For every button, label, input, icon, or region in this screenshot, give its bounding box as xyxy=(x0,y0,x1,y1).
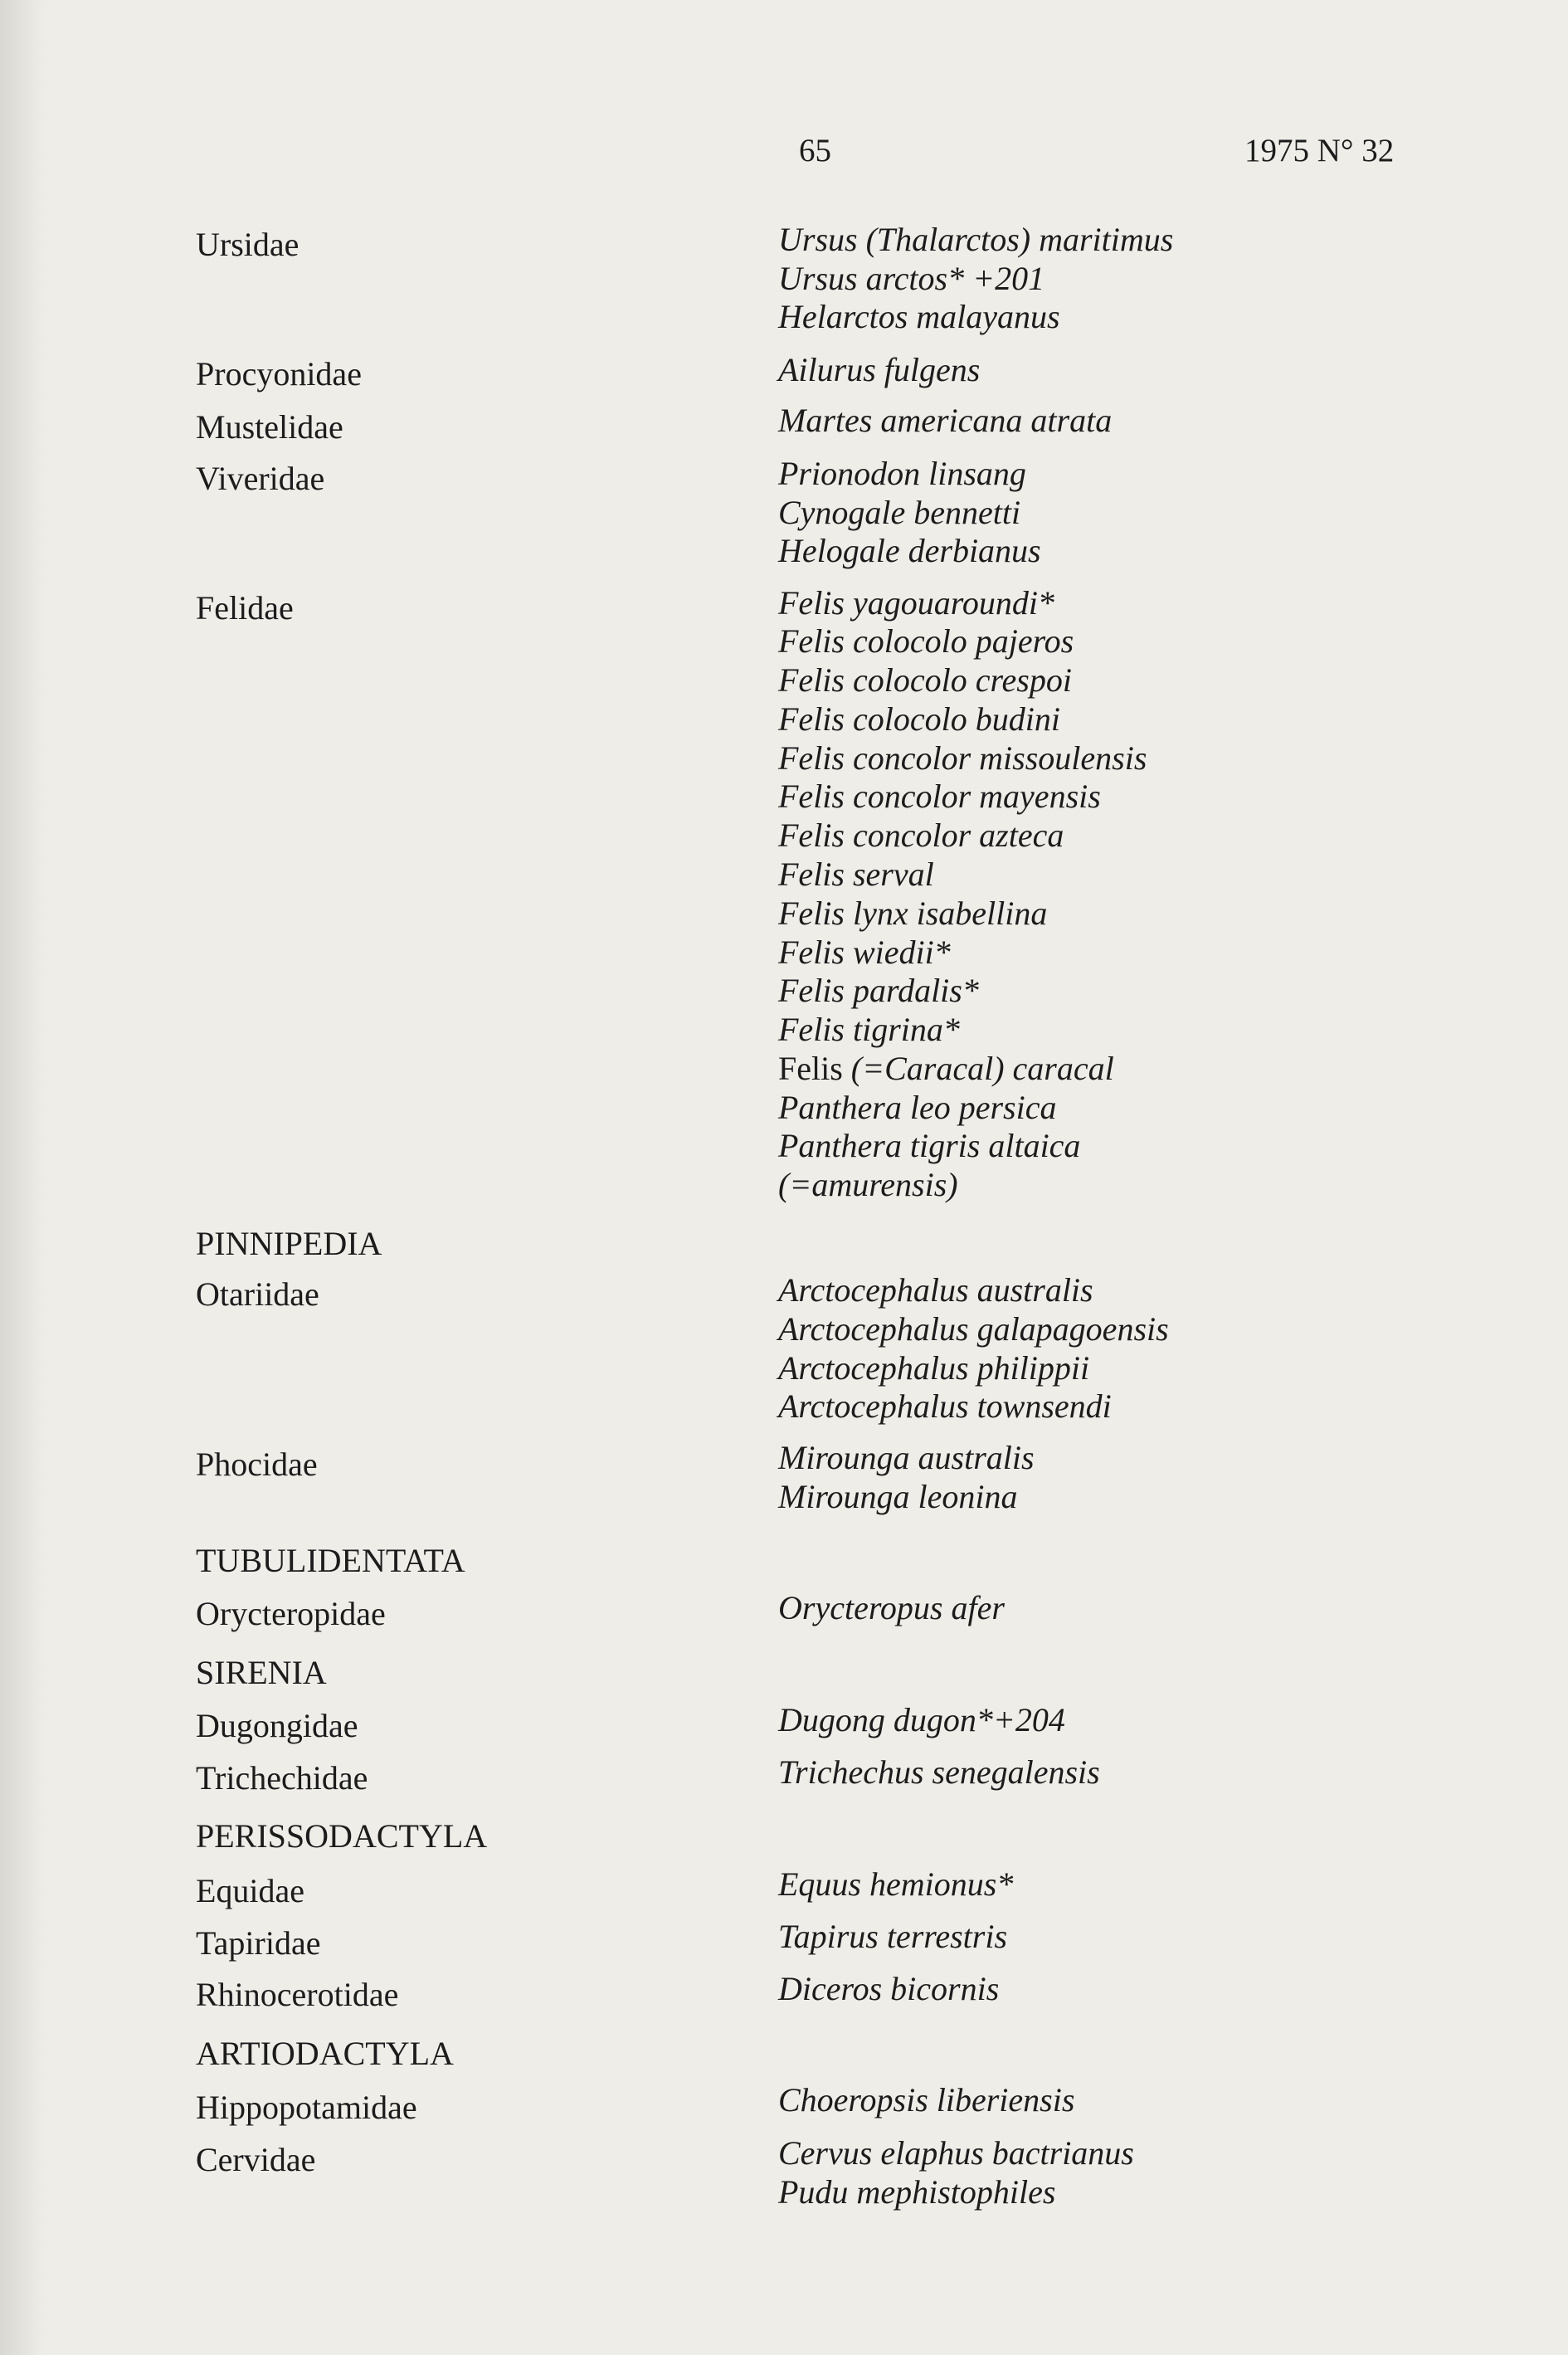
genus-roman: Felis xyxy=(778,1050,843,1087)
family-label: Hippopotamidae xyxy=(196,2089,417,2126)
species-name: Arctocephalus australis xyxy=(778,1271,1093,1309)
species-name: Helogale derbianus xyxy=(778,532,1041,569)
species-name: Equus hemionus* xyxy=(778,1865,1014,1903)
species-name: Trichechus senegalensis xyxy=(778,1753,1100,1791)
species-name: Felis pardalis* xyxy=(778,972,979,1009)
species-name xyxy=(778,1050,1114,1088)
species-name: Felis colocolo crespoi xyxy=(778,661,1072,699)
species-name: Arctocephalus galapagoensis xyxy=(778,1310,1169,1348)
family-label: Procyonidae xyxy=(196,355,362,392)
page-gutter-shadow xyxy=(0,0,46,2355)
species-name: Dugong dugon*+204 xyxy=(778,1701,1065,1738)
species-name: Cervus elaphus bactrianus xyxy=(778,2134,1134,2172)
species-name: Felis yagouaroundi* xyxy=(778,584,1054,622)
family-label: Orycteropidae xyxy=(196,1595,386,1632)
species-name: Felis serval xyxy=(778,856,934,893)
family-label: Phocidae xyxy=(196,1446,318,1483)
species-name: Tapirus terrestris xyxy=(778,1918,1008,1955)
issue-number: 1975 N° 32 xyxy=(1244,133,1395,168)
species-name: Choeropsis liberiensis xyxy=(778,2081,1075,2119)
page-number: 65 xyxy=(799,133,831,168)
species-name: Arctocephalus philippii xyxy=(778,1349,1090,1387)
family-label: Viveridae xyxy=(196,460,325,497)
species-name: Felis colocolo pajeros xyxy=(778,622,1074,660)
species-name: Ailurus fulgens xyxy=(778,351,981,388)
species-name: Felis wiedii* xyxy=(778,934,951,971)
species-name: Panthera tigris altaica xyxy=(778,1127,1081,1164)
order-label: ARTIODACTYLA xyxy=(196,2035,454,2072)
family-label: Felidae xyxy=(196,589,294,627)
family-label: Cervidae xyxy=(196,2141,316,2178)
species-name: Felis concolor mayensis xyxy=(778,778,1101,815)
species-name: Felis concolor azteca xyxy=(778,817,1064,854)
order-label: PERISSODACTYLA xyxy=(196,1817,488,1855)
family-label: Rhinocerotidae xyxy=(196,1976,399,2013)
family-label: Ursidae xyxy=(196,226,299,263)
species-name: Felis tigrina* xyxy=(778,1011,960,1048)
family-label: Mustelidae xyxy=(196,408,343,446)
species-name: Felis lynx isabellina xyxy=(778,895,1048,932)
species-epithet: (=Caracal) caracal xyxy=(850,1050,1114,1087)
species-name: Panthera leo persica xyxy=(778,1089,1057,1126)
species-name: Helarctos malayanus xyxy=(778,298,1060,335)
order-label: PINNIPEDIA xyxy=(196,1225,382,1262)
species-name: Felis concolor missoulensis xyxy=(778,739,1147,777)
species-name: Diceros bicornis xyxy=(778,1970,1000,2007)
family-label: Trichechidae xyxy=(196,1759,368,1797)
species-name: Cynogale bennetti xyxy=(778,494,1021,531)
species-name: Felis colocolo budini xyxy=(778,700,1060,738)
species-name: Orycteropus afer xyxy=(778,1589,1005,1626)
species-name: Martes americana atrata xyxy=(778,402,1113,439)
species-name: Ursus (Thalarctos) maritimus xyxy=(778,221,1174,258)
species-name: Prionodon linsang xyxy=(778,455,1026,492)
family-label: Otariidae xyxy=(196,1275,319,1313)
species-name: Pudu mephistophiles xyxy=(778,2173,1056,2211)
species-name: Arctocephalus townsendi xyxy=(778,1387,1112,1425)
family-label: Tapiridae xyxy=(196,1924,321,1962)
family-label: Dugongidae xyxy=(196,1707,358,1744)
species-name: Ursus arctos* +201 xyxy=(778,260,1045,297)
order-label: SIRENIA xyxy=(196,1654,327,1691)
species-name: Mirounga australis xyxy=(778,1439,1035,1476)
species-name: Mirounga leonina xyxy=(778,1478,1018,1515)
species-name: (=amurensis) xyxy=(778,1166,958,1203)
family-label: Equidae xyxy=(196,1872,305,1909)
order-label: TUBULIDENTATA xyxy=(196,1542,465,1579)
